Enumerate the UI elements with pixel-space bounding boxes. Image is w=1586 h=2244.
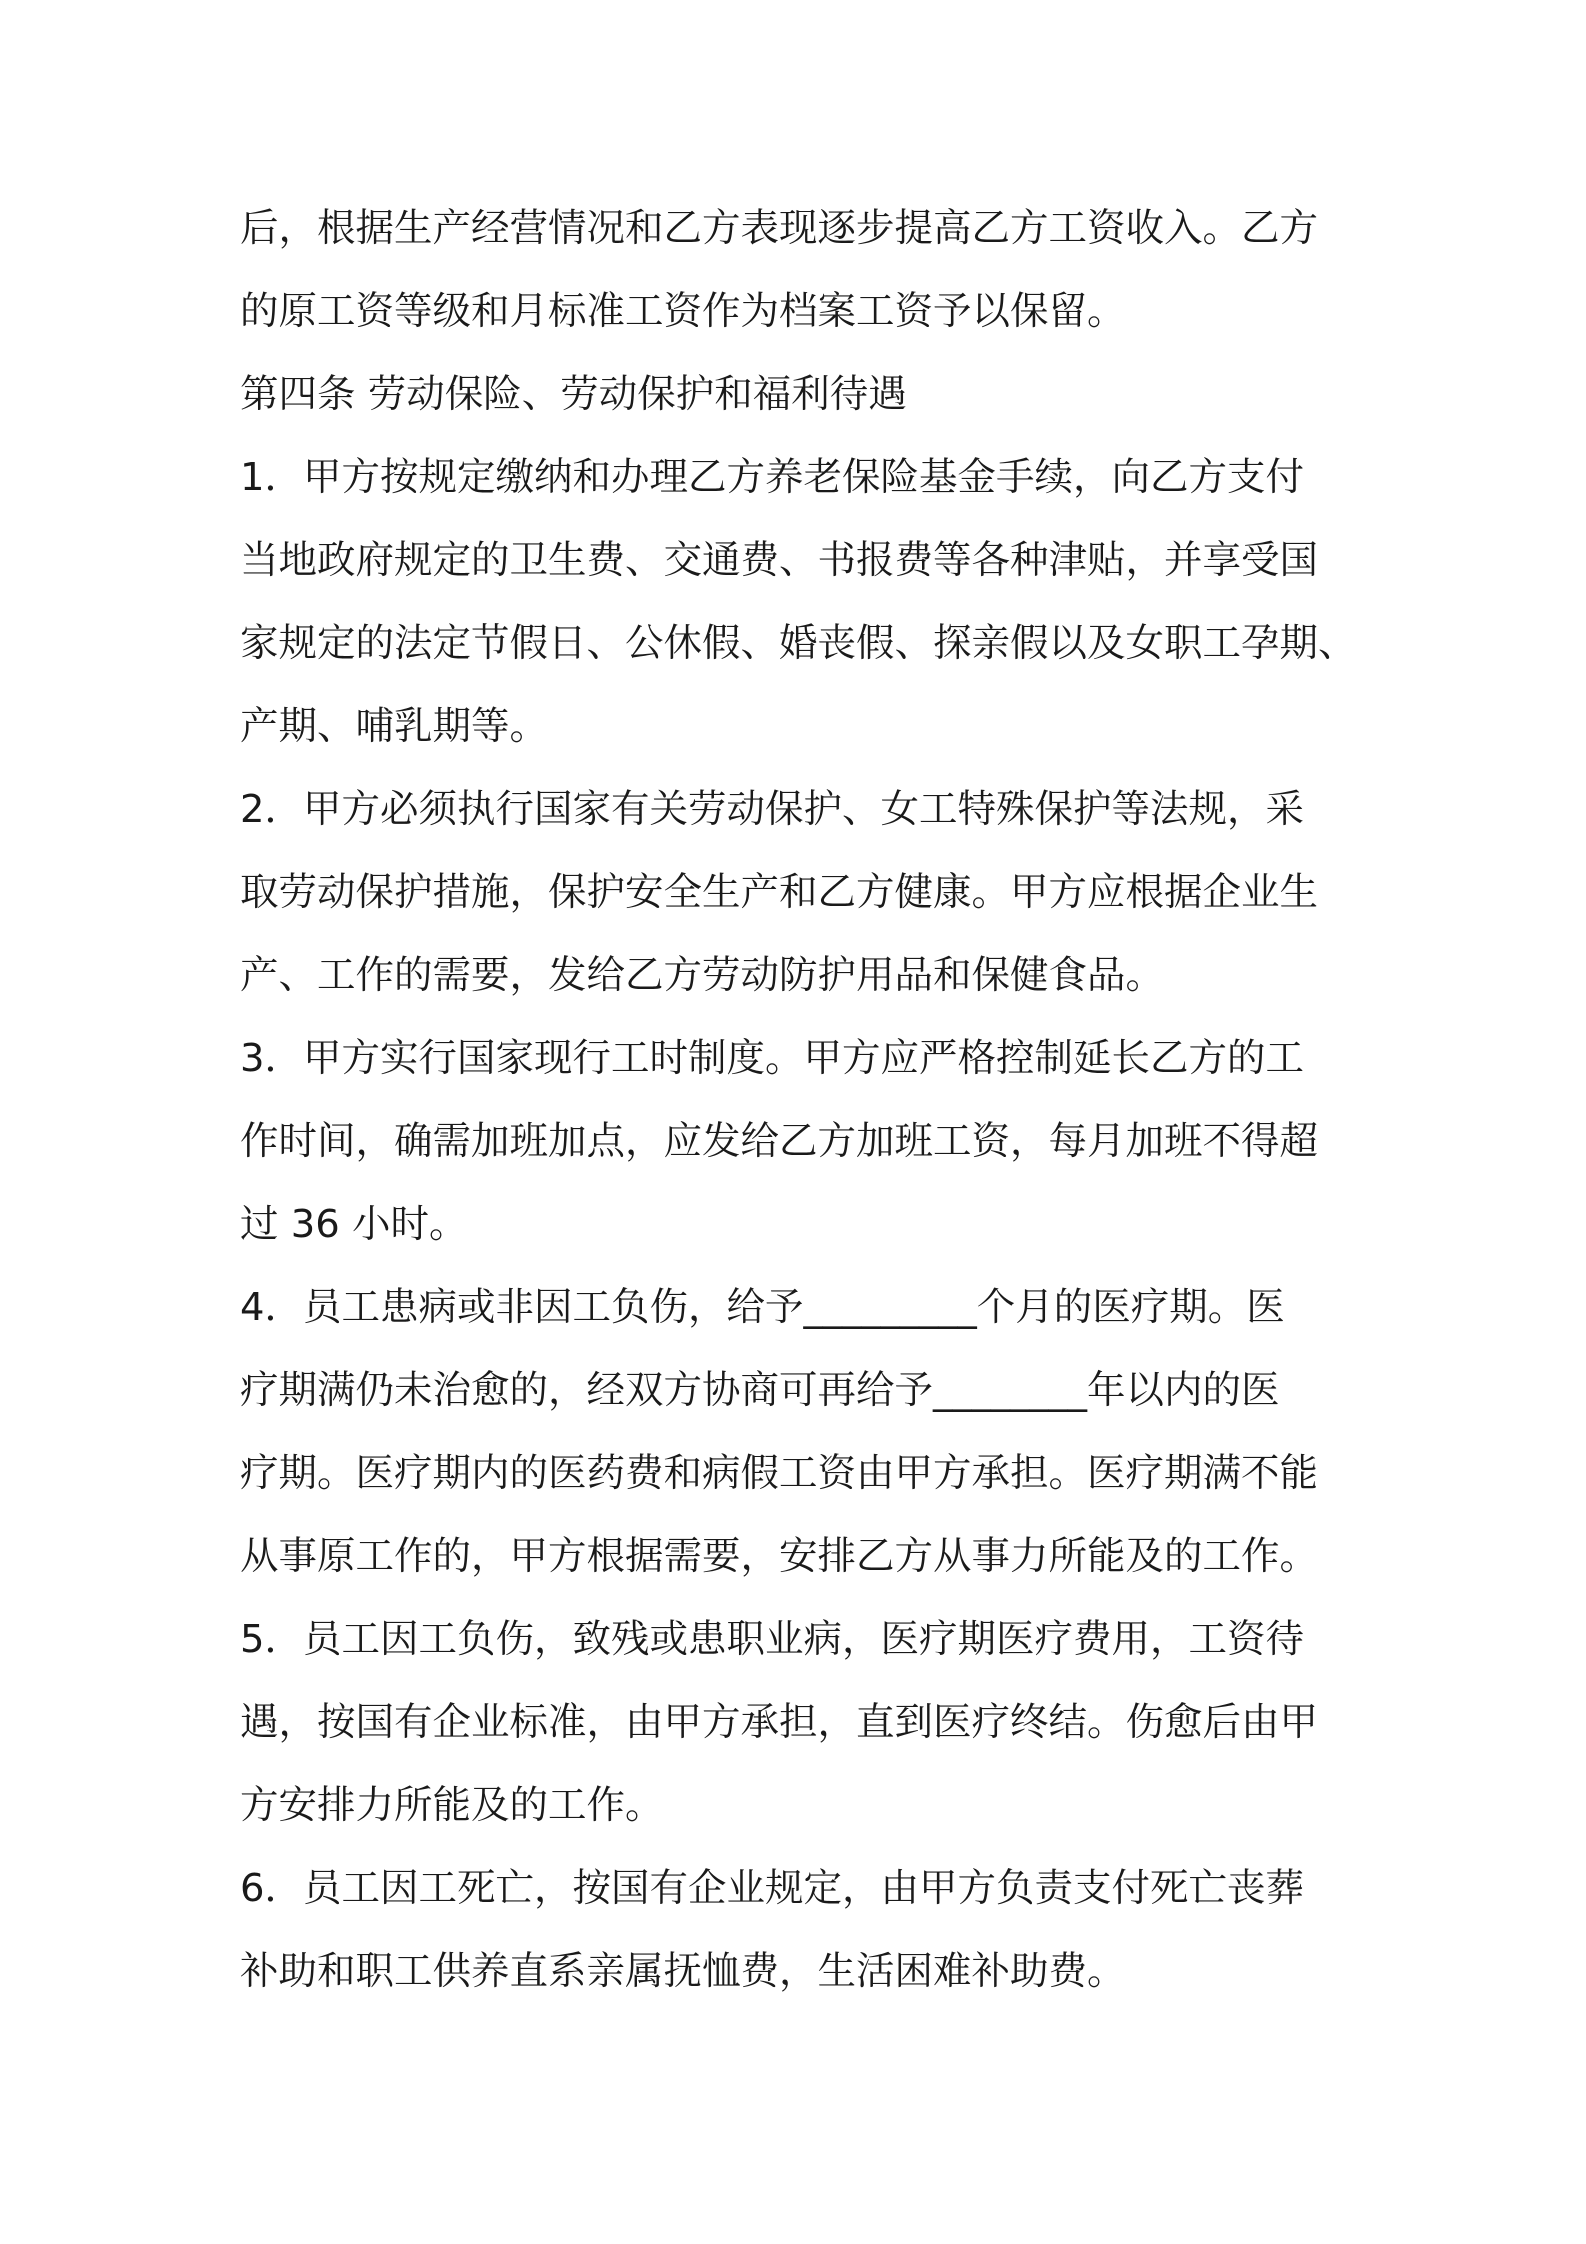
text-line: 2．甲方必须执行国家有关劳动保护、女工特殊保护等法规，采 <box>240 787 1304 832</box>
text-line: 家规定的法定节假日、公休假、婚丧假、探亲假以及女职工孕期、 <box>240 621 1357 666</box>
text-line: 从事原工作的，甲方根据需要，安排乙方从事力所能及的工作。 <box>240 1534 1319 1579</box>
text-line: 取劳动保护措施，保护安全生产和乙方健康。甲方应根据企业生 <box>240 870 1319 915</box>
text-line: 疗期。医疗期内的医药费和病假工资由甲方承担。医疗期满不能 <box>240 1451 1319 1496</box>
text-line: 产、工作的需要，发给乙方劳动防护用品和保健食品。 <box>240 953 1165 998</box>
text-line: 过 36 小时。 <box>240 1202 468 1247</box>
text-line: 的原工资等级和月标准工资作为档案工资予以保留。 <box>240 289 1126 334</box>
section-heading: 第四条 劳动保险、劳动保护和福利待遇 <box>240 372 907 417</box>
text-line: 5．员工因工负伤，致残或患职业病，医疗期医疗费用，工资待 <box>240 1617 1304 1662</box>
text-line: 方安排力所能及的工作。 <box>240 1783 664 1828</box>
text-line: 6．员工因工死亡，按国有企业规定，由甲方负责支付死亡丧葬 <box>240 1866 1304 1911</box>
text-line: 3．甲方实行国家现行工时制度。甲方应严格控制延长乙方的工 <box>240 1036 1304 1081</box>
text-line: 4．员工患病或非因工负伤，给予_________个月的医疗期。医 <box>240 1285 1285 1330</box>
text-line: 补助和职工供养直系亲属抚恤费，生活困难补助费。 <box>240 1949 1126 1994</box>
text-line: 1．甲方按规定缴纳和办理乙方养老保险基金手续，向乙方支付 <box>240 455 1304 500</box>
text-line: 疗期满仍未治愈的，经双方协商可再给予________年以内的医 <box>240 1368 1280 1413</box>
text-line: 遇，按国有企业标准，由甲方承担，直到医疗终结。伤愈后由甲 <box>240 1700 1319 1745</box>
text-line: 作时间，确需加班加点，应发给乙方加班工资，每月加班不得超 <box>240 1119 1319 1164</box>
text-line: 后，根据生产经营情况和乙方表现逐步提高乙方工资收入。乙方 <box>240 206 1319 251</box>
text-line: 产期、哺乳期等。 <box>240 704 549 749</box>
text-line: 当地政府规定的卫生费、交通费、书报费等各种津贴，并享受国 <box>240 538 1319 583</box>
